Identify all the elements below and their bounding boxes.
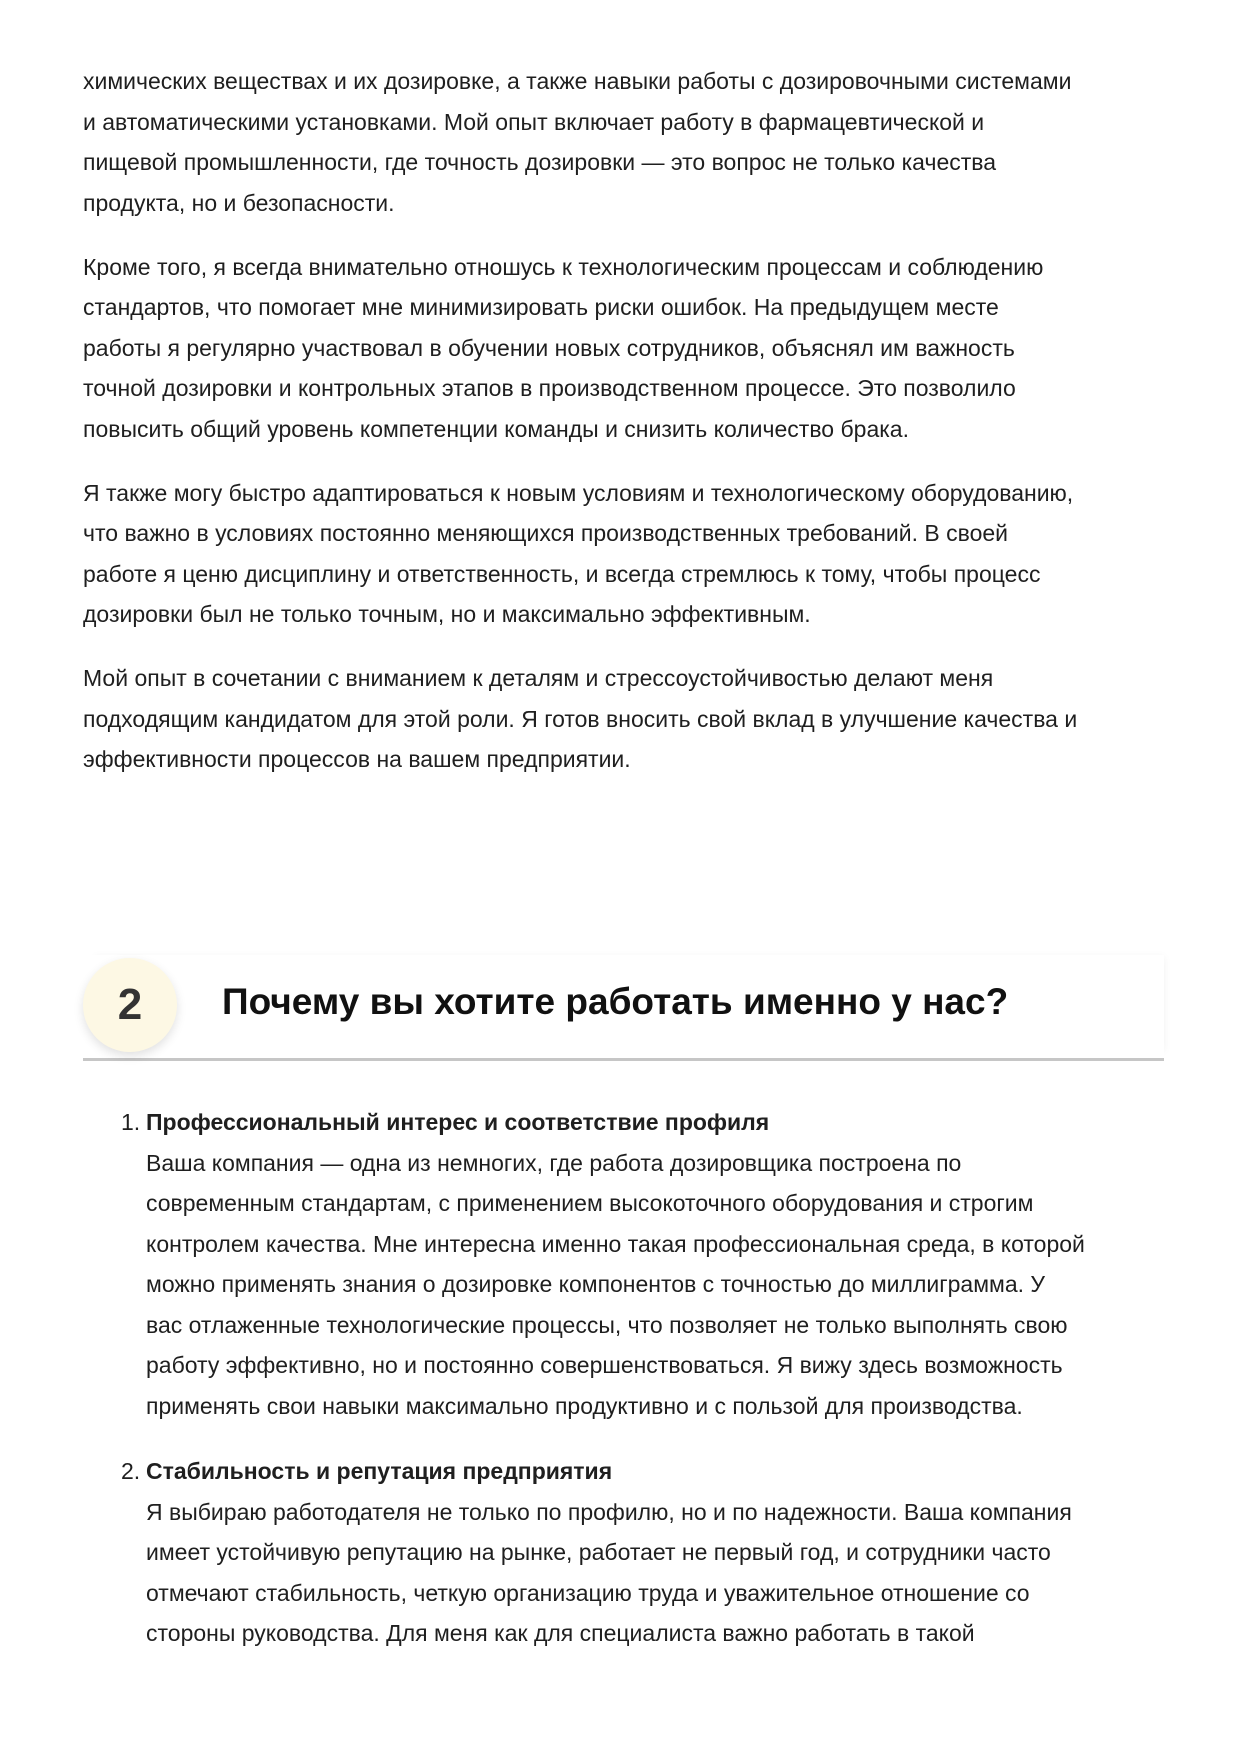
reasons-list [121, 1102, 1181, 1679]
text-line: отмечают стабильность, четкую организацию труда и уважительное отношение со [146, 1579, 1030, 1606]
text-line: можно применять знания о дозировке компонентов с точностью до миллиграмма. У [146, 1271, 1045, 1297]
text-line: Я также могу быстро адаптироваться к новым условиям и технологическому оборудованию, [83, 479, 1074, 506]
intro-text [83, 61, 1173, 803]
text-line: эффективности процессов на вашем предприятии. [83, 746, 631, 772]
list-item [121, 1451, 1181, 1654]
text-line: пищевой промышленности, где точность дозировки — это вопрос не только качества [83, 149, 997, 175]
text-line: Мой опыт в сочетании с вниманием к деталям и стрессоустойчивостью делают меня [83, 665, 994, 691]
text-line: стандартов, что помогает мне минимизировать риски ошибок. На предыдущем месте [83, 294, 999, 320]
text-line: точной дозировки и контрольных этапов в производственном процессе. Это позволило [83, 375, 1016, 401]
section-header [83, 955, 1164, 1061]
text-line: Кроме того, я всегда внимательно отношусь к технологическим процессам и соблюдению [83, 253, 1044, 280]
section-number-badge: 2 [83, 958, 177, 1052]
paragraph [83, 247, 1173, 450]
text-line: современным стандартам, с применением высокоточного оборудования и строгим [146, 1190, 1034, 1216]
text-line: продукта, но и безопасности. [83, 189, 395, 216]
text-line: работы я регулярно участвовал в обучении новых сотрудников, объяснял им важность [83, 334, 1015, 361]
paragraph [83, 473, 1173, 635]
text-line: вас отлаженные технологические процессы, что позволяет не только выполнять свою [146, 1311, 1068, 1338]
text-line: повысить общий уровень компетенции команды и снизить количество брака. [83, 415, 909, 442]
text-line: контролем качества. Мне интересна именно такая профессиональная среда, в которой [146, 1230, 1085, 1257]
section-title: Почему вы хотите работать именно у нас? [222, 981, 1009, 1022]
text-line: стороны руководства. Для меня как для специалиста важно работать в такой [146, 1620, 975, 1646]
list-item [121, 1102, 1181, 1426]
list-item-number: 1. [121, 1109, 141, 1135]
text-line: работе я ценю дисциплину и ответственность, и всегда стремлюсь к тому, чтобы процесс [83, 560, 1041, 587]
text-line: химических веществах и их дозировке, а также навыки работы с дозировочными системами [83, 68, 1072, 94]
text-line: работу эффективно, но и постоянно совершенствоваться. Я вижу здесь возможность [146, 1352, 1063, 1378]
text-line: что важно в условиях постоянно меняющихся производственных требований. В своей [83, 520, 1008, 546]
list-item-title: Стабильность и репутация предприятия [146, 1458, 613, 1484]
text-line: Ваша компания — одна из немногих, где работа дозировщика построена по [146, 1149, 962, 1176]
text-line: имеет устойчивую репутацию на рынке, работает не первый год, и сотрудники часто [146, 1539, 1051, 1565]
paragraph [83, 658, 1173, 780]
text-line: и автоматическими установками. Мой опыт включает работу в фармацевтической и [83, 108, 985, 135]
text-line: Я выбираю работодателя не только по профилю, но и по надежности. Ваша компания [146, 1498, 1072, 1525]
paragraph [83, 61, 1173, 223]
list-item-number: 2. [121, 1458, 141, 1484]
list-item-title: Профессиональный интерес и соответствие профиля [146, 1109, 770, 1135]
text-line: применять свои навыки максимально продуктивно и с пользой для производства. [146, 1392, 1023, 1419]
text-line: дозировки был не только точным, но и максимально эффективным. [83, 601, 811, 627]
text-line: подходящим кандидатом для этой роли. Я готов вносить свой вклад в улучшение качества и [83, 705, 1078, 732]
